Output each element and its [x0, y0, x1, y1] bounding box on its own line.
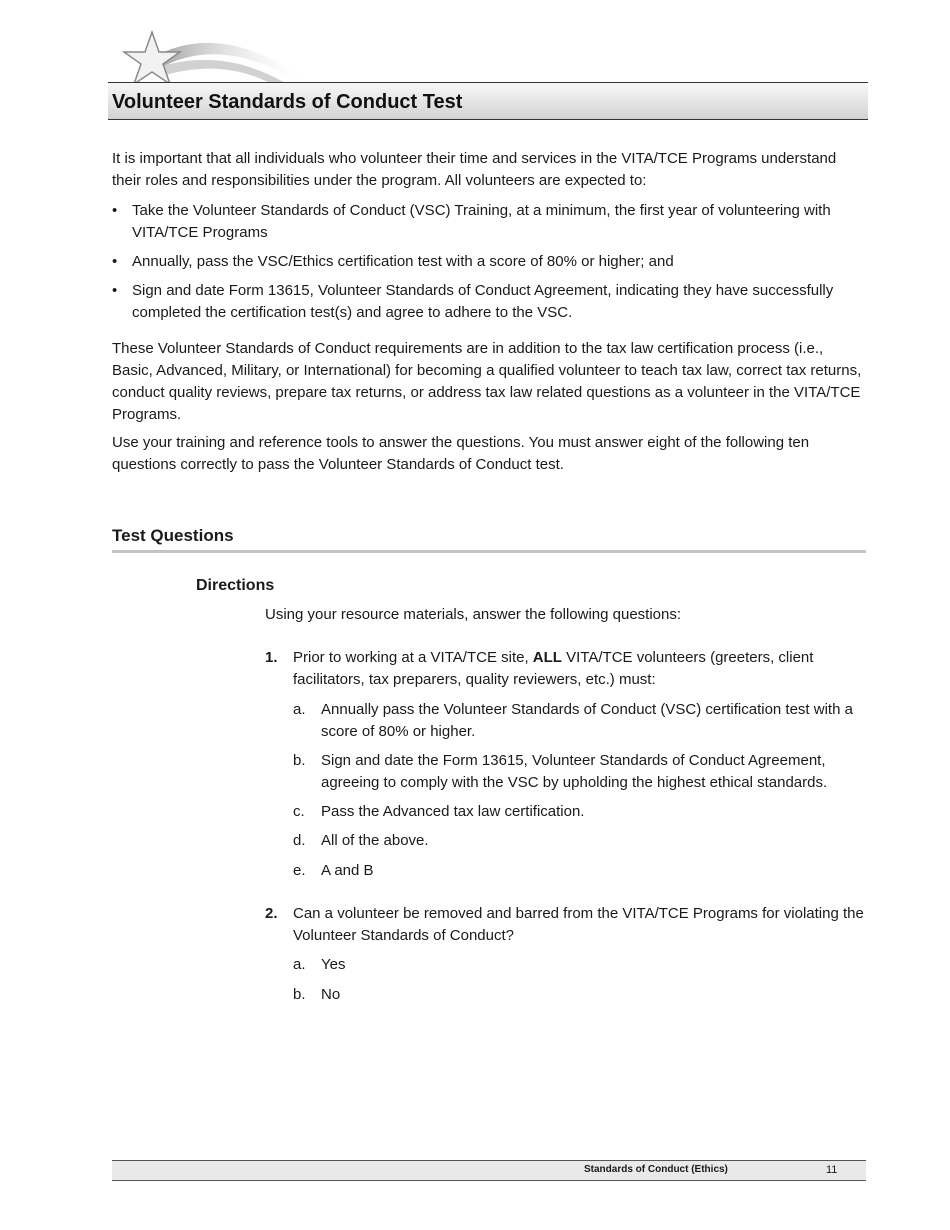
option-text: Annually pass the Volunteer Standards of Conduct (VSC) certification test with a score of 80% or higher. — [321, 701, 853, 740]
option-text: No — [321, 986, 341, 1003]
bullet-text: Take the Volunteer Standards of Conduct (VSC) Training, at a minimum, the first year of volunteering with VITA/TCE Programs — [132, 202, 831, 241]
option-letter: d. — [293, 832, 306, 849]
title-bar — [108, 82, 868, 120]
footer-title: Standards of Conduct (Ethics) — [584, 1164, 728, 1175]
directions-heading: Directions — [196, 577, 275, 594]
option-letter: b. — [293, 986, 306, 1003]
intro-paragraph: It is important that all individuals who volunteer their time and services in the VITA/TCE Programs understand their roles and responsibilities under the program. All volunteers are expected to: — [112, 150, 837, 189]
option-text: Sign and date the Form 13615, Volunteer Standards of Conduct Agreement, agreeing to comply with the VSC by upholding the highest ethical standards. — [321, 752, 828, 791]
bullet-dot-icon: • — [112, 253, 118, 270]
bullet-dot-icon: • — [112, 282, 118, 299]
option-text: Pass the Advanced tax law certification. — [321, 803, 585, 820]
directions-text: Using your resource materials, answer the following questions: — [265, 606, 682, 623]
page-number: 11 — [826, 1164, 838, 1176]
page-title: Volunteer Standards of Conduct Test — [112, 91, 463, 113]
requirements-paragraph: These Volunteer Standards of Conduct requirements are in addition to the tax law certification process (i.e., Basic, Advanced, Military, or International) for becoming a qualified volunteer to teach tax law, correct tax returns, conduct quality reviews, prepare tax returns, or address tax law related questions as a volunteer in the VITA/TCE Programs. — [112, 340, 862, 423]
bullet-dot-icon: • — [112, 202, 118, 219]
question-number: 1. — [265, 649, 278, 666]
star-swoosh-logo-icon — [112, 28, 322, 90]
option-letter: a. — [293, 701, 306, 718]
bullet-text: Annually, pass the VSC/Ethics certification test with a score of 80% or higher; and — [132, 253, 674, 270]
option-text: Yes — [321, 956, 346, 973]
option-letter: e. — [293, 862, 306, 879]
option-letter: b. — [293, 752, 306, 769]
instructions-paragraph: Use your training and reference tools to answer the questions. You must answer eight of the following ten questions correctly to pass the Volunteer Standards of Conduct test. — [112, 434, 810, 473]
question-number: 2. — [265, 905, 278, 922]
question-text: Can a volunteer be removed and barred from the VITA/TCE Programs for violating the Volunteer Standards of Conduct? — [293, 905, 864, 944]
option-letter: c. — [293, 803, 305, 820]
page-footer — [112, 1160, 866, 1181]
option-text: All of the above. — [321, 832, 429, 849]
option-text: A and B — [321, 862, 374, 879]
section-heading: Test Questions — [112, 526, 234, 545]
question-text: Prior to working at a VITA/TCE site, ALL VITA/TCE volunteers (greeters, client facilitators, tax preparers, quality reviewers, etc.) must: — [293, 649, 814, 688]
option-letter: a. — [293, 956, 306, 973]
section-divider — [112, 550, 866, 553]
bullet-text: Sign and date Form 13615, Volunteer Standards of Conduct Agreement, indicating they have successfully completed the certification test(s) and agree to adhere to the VSC. — [132, 282, 834, 321]
